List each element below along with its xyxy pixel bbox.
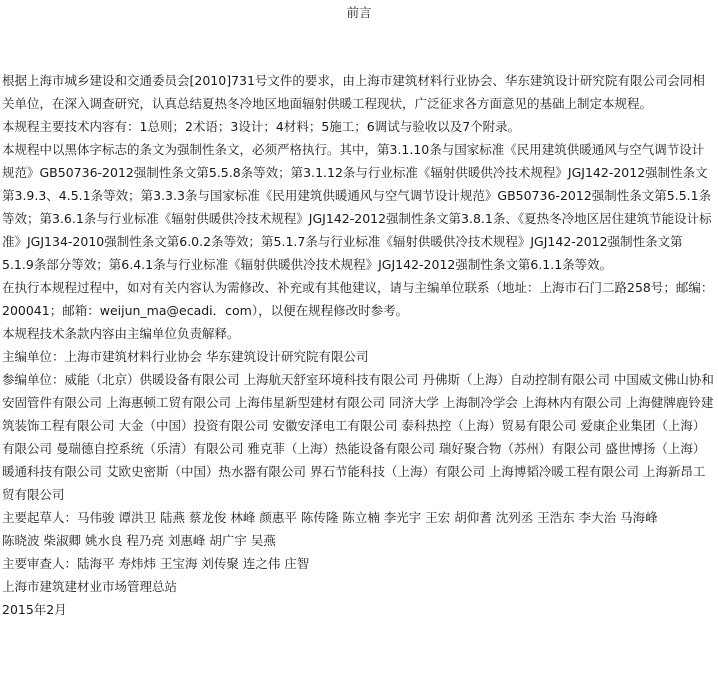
paragraph-participating-units: 参编单位：威能（北京）供暖设备有限公司 上海航天舒室环境科技有限公司 丹佛斯（上海）自动控制有限公司 中国威文佛山协和安固管件有限公司 上海惠顿工贸有限公司 上海伟星新型建材有限公司 同济大学 上海制冷学会 上海林内有限公司 上海健牌鹿铃建筑装饰工程有限公司 大金（中国）投资有限公司 安徽安泽电工有限公司 泰科热控（上海）贸易有限公司 爱康企业集团（上海）有限公司 曼瑞德自控系统（乐清）有限公司 雅克菲（上海）热能设备有限公司 瑞好聚合物（苏州）有限公司 盛世博扬（上海）暖通科技有限公司 艾欧史密斯（中国）热水器有限公司 界石节能科技（上海）有限公司 上海博韬冷暖工程有限公司 上海新昂工贸有限公司: [2, 372, 714, 502]
paragraph-mandatory-clauses: 本规程中以黑体字标志的条文为强制性条文，必须严格执行。其中，第3.1.10条与国家标准《民用建筑供暖通风与空气调节设计规范》GB50736-2012强制性条文第5.5.8条等效；第3.1.12条与行业标准《辐射供暖供冷技术规程》JGJ142-2012强制性条文第3.9.3、4.5.1条等效；第3.3.3条与国家标准《民用建筑供暖通风与空气调节设计规范》GB50736-2012强制性条文第5.5.1条等效；第3.6.1条与行业标准《辐射供暖供冷技术规程》JGJ142-2012强制性条文第3.8.1条、《夏热冬冷地区居住建筑节能设计标准》JGJ134-2010强制性条文第6.0.2条等效；第5.1.7条与行业标准《辐射供暖供冷技术规程》JGJ142-2012强制性条文第5.1.9条部分等效；第6.4.1条与行业标准《辐射供暖供冷技术规程》JGJ142-2012强制性条文第6.1.1条等效。: [2, 142, 712, 272]
document-body: [2, 69, 714, 621]
page-title: 前言: [346, 5, 372, 20]
paragraph-publisher: 上海市建筑建材业市场管理总站: [2, 579, 178, 594]
paragraph-date: 2015年2月: [2, 602, 67, 617]
paragraph-chief-editor-units: 主编单位：上海市建筑材料行业协会 华东建筑设计研究院有限公司: [2, 349, 369, 364]
paragraph-interpretation: 本规程技术条款内容由主编单位负责解释。: [2, 326, 240, 341]
paragraph-main-drafters: 主要起草人：马伟骏 谭洪卫 陆燕 蔡龙俊 林峰 颜惠平 陈传隆 陈立楠 李光宇 王宏 胡仰耆 沈列丞 王浩东 李大治 马海峰: [2, 510, 658, 525]
paragraph-feedback-contact: 在执行本规程过程中，如对有关内容认为需修改、补充或有其他建议，请与主编单位联系（地址：上海市石门二路258号；邮编：200041；邮箱：weijun_ma@ecadi．com），以便在规程修改时参考。: [2, 280, 714, 318]
paragraph-main-content: 本规程主要技术内容有：1总则；2术语；3设计；4材料；5施工；6调试与验收以及7个附录。: [2, 119, 521, 134]
paragraph-main-reviewers: 主要审查人：陆海平 寿炜炜 王宝海 刘传聚 连之伟 庄智: [2, 556, 310, 571]
paragraph-main-drafters-continued: 陈晓波 柴淑卿 姚水良 程乃亮 刘惠峰 胡广宇 吴燕: [2, 533, 276, 548]
paragraph-basis: 根据上海市城乡建设和交通委员会[2010]731号文件的要求，由上海市建筑材料行业协会、华东建筑设计研究院有限公司会同相关单位，在深入调查研究，认真总结夏热冬冷地区地面辐射供暖工程现状，广泛征求各方面意见的基础上制定本规程。: [2, 73, 705, 111]
